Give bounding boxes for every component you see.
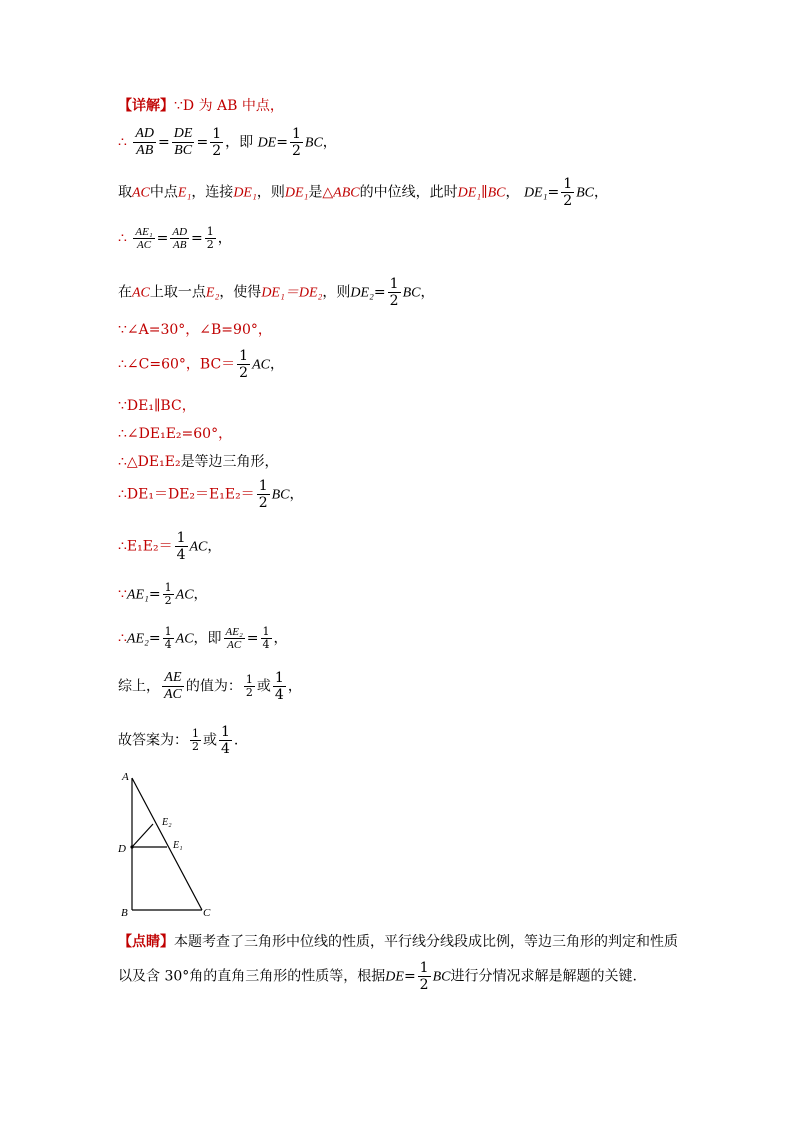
line-3-de1c: DE₁ [523, 185, 548, 201]
line-3-de1: DE₁ [233, 185, 257, 201]
fraction-half-3: $\frac{1}{2}$ [563, 176, 573, 209]
line-3-e: 是 [308, 184, 323, 201]
fraction-half-18: $\frac{1}{2}$ [419, 960, 429, 993]
therefore-symbol: ∴ [118, 134, 127, 151]
line-6: ∵∠A=30°，∠B=90°， [118, 322, 272, 338]
line-10 [118, 452, 279, 472]
fraction-ae-ac: $\frac{AE}{AC}$ [164, 670, 182, 702]
bc-term: BC [304, 135, 323, 151]
fraction-half-15: $\frac{1}{2}$ [245, 673, 253, 699]
line-5-a: 在 [118, 284, 132, 301]
line-3-f: 的中位线，此时 [359, 184, 458, 201]
de-term: DE [257, 135, 277, 151]
line-3-c: ，连接 [191, 184, 234, 201]
fraction-half-2: $\frac{1}{2}$ [291, 126, 301, 159]
fraction-ae2-ac: $\frac{\text{AE₂}}{AC}$ [225, 626, 243, 651]
line-5-eq: DE₁＝DE₂ [261, 285, 323, 301]
line-15 [118, 670, 302, 710]
line-3-parallel: DE₁∥BC [457, 185, 506, 201]
line-5-b: 上取一点 [149, 284, 206, 301]
line-7 [118, 348, 284, 388]
label-e2: E₂ [162, 817, 172, 828]
line-9: ∴∠DE₁E₂=60°， [118, 426, 233, 442]
line-3-d: ，则 [256, 184, 285, 201]
detail-tag: 【详解】 [118, 98, 174, 114]
line-3-e1: E₁ [177, 185, 192, 201]
fraction-ad-ab-2: $\frac{AD}{AB}$ [172, 226, 188, 251]
triangle-diagram [116, 770, 226, 920]
line-13-ac: AC [175, 587, 194, 603]
line-11-end: ， [289, 486, 304, 503]
fraction-ae1-ac: $\frac{\text{AE₁}}{AC}$ [135, 226, 153, 251]
line-18-a: 以及含 30°角的直角三角形的性质等，根据 [118, 968, 386, 985]
line-3-end: ， [594, 184, 609, 201]
line-18-bc: BC [432, 969, 451, 985]
line-8: ∵DE₁∥BC， [118, 398, 196, 414]
fraction-one-half: $\frac{1}{2}$ [212, 126, 222, 159]
fraction-half-16: $\frac{1}{2}$ [192, 727, 199, 753]
line-5-bc: BC [402, 285, 421, 301]
line-14-mid: ，即 [193, 630, 222, 647]
line-13-end: ， [193, 586, 208, 603]
line-14-ae2: AE₂ [126, 631, 149, 647]
line-1-text: ∵D 为 AB 中点， [174, 98, 284, 114]
line-17 [118, 932, 678, 952]
line-3-a: 取 [118, 184, 132, 201]
line-12-ac: AC [189, 539, 208, 555]
line-11 [118, 478, 304, 518]
line-17-text: 本题考查了三角形中位线的性质，平行线分线段成比例，等边三角形的判定和性质 [174, 934, 678, 950]
line-18-b: 进行分情况求解是解题的关键. [450, 968, 637, 985]
line-4-end: ， [217, 230, 232, 247]
line-13: ∵AE₁= $\frac{1}{2}$ AC， [118, 581, 208, 607]
fraction-half-11: $\frac{1}{2}$ [258, 478, 268, 511]
fraction-quarter-15: $\frac{1}{4}$ [274, 670, 284, 703]
line-14-end: ， [273, 630, 288, 647]
line-7-ac: AC [252, 357, 270, 373]
fraction-quarter-14b: $\frac{1}{4}$ [262, 625, 270, 651]
line-3-triangle: △ABC [322, 185, 360, 201]
line-14: ∴AE₂= $\frac{1}{4}$ AC，即 $\frac{\text{AE₂}}{AC}$ = $\frac{1}{4}$ ， [118, 625, 288, 651]
fraction-half-7: $\frac{1}{2}$ [239, 348, 249, 381]
line-3-ac: AC [132, 185, 150, 201]
fraction-ad-ab: $\frac{AD}{AB}$ [135, 126, 155, 158]
line-10-b: 是等边三角形， [180, 454, 279, 470]
label-e1: E₁ [173, 840, 183, 851]
line-16 [118, 724, 238, 764]
label-c: C [203, 907, 211, 919]
line-18-de: DE [385, 969, 404, 985]
line-16-end: . [233, 732, 239, 749]
line-3: 取AC中点E₁，连接DE₁，则DE₁是△ABC的中位线，此时DE₁∥BC， DE₁= $\frac{1}{2}$ BC， [118, 176, 609, 209]
line-10-a: ∴△DE₁E₂ [118, 454, 181, 470]
line-13-ae1: AE₁ [126, 587, 149, 603]
comment-tag: 【点睛】 [118, 934, 174, 950]
line-14-a: ∴ [118, 630, 127, 647]
fraction-half-5: $\frac{1}{2}$ [389, 276, 399, 309]
line-5-d: ，则 [322, 284, 351, 301]
line-13-a: ∵ [118, 586, 127, 603]
line-14-ac: AC [175, 631, 194, 647]
line-3-g: ， [505, 184, 520, 201]
line-11-bc: BC [271, 487, 290, 503]
segment-de2 [132, 824, 153, 847]
line-3-de1b: DE₁ [284, 185, 309, 201]
line-12-a: ∴E₁E₂＝ [118, 538, 173, 555]
line-7-end: ， [269, 356, 284, 373]
fraction-half-4: $\frac{1}{2}$ [206, 225, 214, 251]
line-16-or: 或 [203, 732, 217, 749]
fraction-quarter-12: $\frac{1}{4}$ [176, 530, 186, 563]
line-5-de2: DE₂ [350, 285, 374, 301]
line-5-ac: AC [132, 285, 150, 301]
line-12-end: ， [207, 538, 222, 555]
fraction-de-bc: $\frac{DE}{BC}$ [173, 126, 193, 158]
side-ac [132, 778, 202, 910]
line-16-a: 故答案为： [118, 732, 188, 749]
line-12 [118, 530, 221, 570]
line-15-end: ， [287, 678, 302, 695]
line-15-a: 综上， [118, 678, 160, 695]
line-15-or: 或 [256, 678, 271, 695]
line-2-mid: ，即 [225, 134, 254, 151]
line-3-bc: BC [576, 185, 595, 201]
fraction-quarter-14: $\frac{1}{4}$ [164, 625, 172, 651]
line-2-end: ， [322, 134, 337, 151]
fraction-quarter-16: $\frac{1}{4}$ [221, 724, 230, 757]
line-4-prefix: ∴ [118, 230, 127, 247]
line-18: 以及含 30°角的直角三角形的性质等，根据DE= $\frac{1}{2}$ BC进行分情况求解是解题的关键. [118, 960, 637, 993]
line-5: 在AC上取一点E₂，使得DE₁＝DE₂，则DE₂= $\frac{1}{2}$ BC， [118, 276, 435, 309]
label-a: A [122, 771, 129, 783]
line-1 [118, 96, 284, 116]
line-7-a: ∴∠C=60°，BC＝ [118, 356, 236, 373]
line-15-b: 的值为： [185, 678, 242, 695]
line-5-c: ，使得 [219, 284, 262, 301]
point-d [130, 845, 133, 848]
fraction-half-13: $\frac{1}{2}$ [164, 581, 172, 607]
line-5-e2: E₂ [205, 285, 220, 301]
line-5-end: ， [420, 284, 435, 301]
line-4: ∴ $\frac{\text{AE₁}}{AC}$ = $\frac{AD}{AB}$ = $\frac{1}{2}$ ， [118, 225, 232, 251]
label-d: D [118, 843, 126, 855]
line-2: ∴ $\frac{AD}{AB}$ = $\frac{DE}{BC}$ = $\frac{1}{2}$ ，即 DE= $\frac{1}{2}$ BC， [118, 126, 337, 159]
line-3-b: 中点 [149, 184, 178, 201]
line-11-a: ∴DE₁＝DE₂＝E₁E₂＝ [118, 486, 255, 503]
label-b: B [121, 907, 128, 919]
